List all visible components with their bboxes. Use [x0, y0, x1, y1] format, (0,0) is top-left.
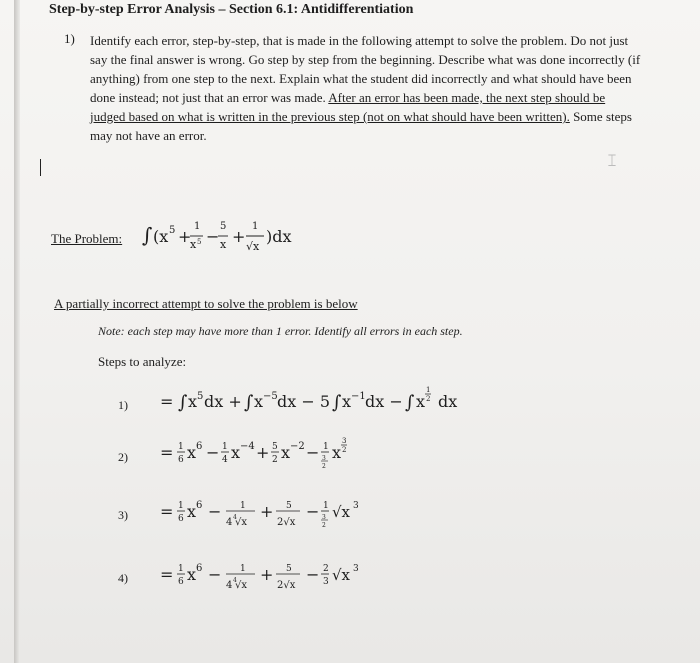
svg-text:1: 1 [252, 221, 259, 232]
step-number: 3) [118, 508, 128, 522]
svg-text:1: 1 [194, 221, 201, 232]
svg-text:2: 2 [322, 463, 326, 470]
svg-text:−: − [208, 502, 222, 521]
item-number: 1) [64, 31, 75, 46]
svg-text:−: − [306, 565, 320, 584]
svg-text:5: 5 [169, 225, 176, 236]
svg-text:+: + [178, 227, 192, 246]
svg-text:+: + [260, 502, 274, 521]
svg-text:=: = [160, 392, 174, 411]
svg-text:x: x [254, 392, 264, 411]
step-number: 2) [118, 450, 128, 464]
instructions-part2: Some steps may not have an error. [90, 109, 632, 143]
svg-text:1: 1 [178, 501, 184, 511]
step-4-expression [160, 552, 400, 607]
svg-text:3: 3 [353, 501, 359, 511]
svg-text:4: 4 [233, 514, 237, 521]
svg-text:3: 3 [353, 564, 359, 574]
step-number: 4) [118, 571, 128, 585]
instructions-part1: Identify each error, step-by-step, that is made in the following attempt to solve the problem. Do not just say the final answer is wrong. Go step by step from the beginning. Describe what was done incorrectly (if anything) from one step to the next. Explain what the student did incorrectly and what should have been done instead; not just that an error was made. [90, 33, 641, 105]
svg-text:x: x [188, 392, 198, 411]
text-cursor [40, 159, 41, 176]
svg-text:2√x: 2√x [277, 517, 296, 528]
svg-text:x: x [220, 238, 227, 251]
svg-text:5: 5 [197, 391, 204, 402]
svg-text:dx +: dx + [204, 392, 242, 411]
svg-text:−: − [206, 443, 220, 462]
svg-text:6: 6 [178, 455, 184, 465]
svg-text:∫: ∫ [405, 392, 415, 413]
svg-text:√x: √x [235, 517, 248, 528]
svg-text:1: 1 [240, 501, 246, 511]
svg-text:+: + [260, 565, 274, 584]
svg-text:dx −: dx − [365, 392, 403, 411]
svg-text:−: − [306, 502, 320, 521]
svg-text:x: x [190, 238, 197, 251]
svg-text:1: 1 [178, 564, 184, 574]
svg-text:5: 5 [220, 221, 227, 232]
svg-text:(x: (x [153, 227, 169, 246]
svg-text:6: 6 [196, 441, 203, 452]
attempt-label: A partially incorrect attempt to solve the problem is below [54, 296, 358, 311]
svg-text:2: 2 [323, 564, 329, 574]
step-2-expression [160, 430, 400, 485]
note-text: Note: each step may have more than 1 error. Identify all errors in each step. [98, 324, 463, 338]
svg-text:−2: −2 [290, 441, 305, 452]
svg-text:1: 1 [178, 442, 184, 452]
instructions-paragraph [90, 31, 642, 145]
svg-text:−: − [208, 565, 222, 584]
step-1-expression [160, 383, 520, 422]
svg-text:√x: √x [246, 240, 260, 253]
ibeam-cursor-icon: 𝙸 [606, 151, 618, 171]
svg-text:∫: ∫ [178, 392, 188, 413]
instructions-underlined: After an error has been made, the next step should be judged based on what is written in the previous step (not on what should have been written). [90, 90, 606, 124]
step-number: 1) [118, 398, 128, 412]
svg-text:−: − [206, 227, 220, 246]
svg-text:5: 5 [286, 501, 292, 511]
svg-text:4: 4 [226, 517, 233, 528]
svg-text:∫: ∫ [244, 392, 254, 413]
svg-text:1: 1 [240, 564, 246, 574]
svg-text:2: 2 [426, 395, 431, 403]
svg-text:6: 6 [178, 514, 184, 524]
svg-text:x: x [187, 502, 197, 521]
svg-text:x: x [281, 443, 291, 462]
svg-text:6: 6 [178, 577, 184, 587]
svg-text:√x: √x [332, 566, 351, 584]
svg-text:√x: √x [332, 503, 351, 521]
svg-text:5: 5 [197, 238, 202, 246]
svg-text:−1: −1 [351, 391, 366, 402]
svg-text:x: x [231, 443, 241, 462]
svg-text:6: 6 [196, 500, 203, 511]
svg-text:2: 2 [272, 455, 278, 465]
svg-text:2: 2 [342, 446, 347, 454]
svg-text:−5: −5 [263, 391, 278, 402]
svg-text:4: 4 [226, 580, 233, 591]
page-edge [14, 0, 20, 663]
svg-text:1: 1 [426, 386, 431, 394]
page-title: Step-by-step Error Analysis – Section 6.1: Antidifferentiation [49, 2, 414, 17]
svg-text:2: 2 [322, 522, 326, 529]
svg-text:1: 1 [323, 501, 329, 511]
svg-text:√x: √x [235, 580, 248, 591]
svg-text:x: x [416, 392, 426, 411]
svg-text:∫: ∫ [332, 392, 342, 413]
problem-label: The Problem: [51, 231, 123, 246]
svg-text:3: 3 [322, 514, 326, 521]
svg-text:6: 6 [196, 563, 203, 574]
svg-text:dx − 5: dx − 5 [277, 392, 331, 411]
problem-expression [142, 213, 332, 257]
svg-text:=: = [160, 443, 174, 462]
svg-text:+: + [256, 443, 270, 462]
svg-text:3: 3 [342, 437, 347, 445]
svg-text:=: = [160, 565, 174, 584]
svg-text:4: 4 [233, 577, 237, 584]
svg-text:∫: ∫ [142, 223, 153, 247]
svg-text:)dx: )dx [266, 227, 292, 246]
svg-text:x: x [187, 443, 197, 462]
svg-text:5: 5 [272, 442, 278, 452]
svg-text:x: x [187, 565, 197, 584]
svg-text:1: 1 [323, 442, 329, 452]
svg-text:4: 4 [222, 455, 228, 465]
steps-label: Steps to analyze: [98, 354, 187, 369]
step-3-expression [160, 489, 400, 544]
svg-text:1: 1 [222, 442, 228, 452]
svg-text:+: + [232, 227, 246, 246]
svg-text:5: 5 [286, 564, 292, 574]
svg-text:x: x [332, 443, 342, 462]
svg-text:dx: dx [438, 392, 458, 411]
svg-text:3: 3 [322, 455, 326, 462]
svg-text:3: 3 [323, 577, 329, 587]
svg-text:x: x [342, 392, 352, 411]
svg-text:−: − [306, 443, 320, 462]
svg-text:=: = [160, 502, 174, 521]
svg-text:2√x: 2√x [277, 580, 296, 591]
svg-text:−4: −4 [240, 441, 255, 452]
